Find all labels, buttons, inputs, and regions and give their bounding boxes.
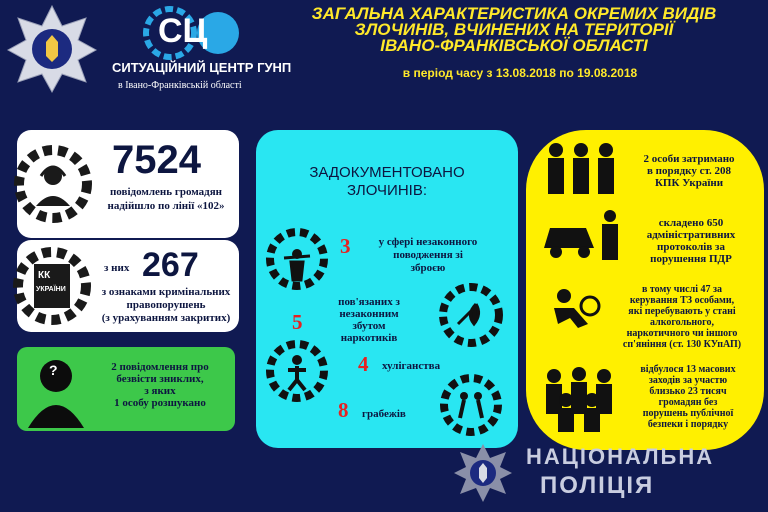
robbery-line-1: грабежів [362, 408, 406, 420]
criminal-text-line-3: (з урахуванням закритих) [101, 312, 231, 324]
hooliganism-gear-icon [264, 338, 330, 404]
title-line-3: ІВАНО-ФРАНКІВСЬКОЇ ОБЛАСТІ [380, 36, 648, 55]
criminal-number: 267 [142, 246, 199, 284]
drunk-line-5: наркотичного чи іншого [626, 328, 738, 339]
missing-line-4: 1 особу розшукано [114, 397, 206, 409]
police-star-emblem-icon [6, 4, 98, 94]
events-line-6: безпеки і порядку [647, 419, 729, 430]
criminal-text-line-1: з ознаками кримінальних [101, 286, 231, 298]
drunk-line-6: сп'яніння (ст. 130 КУпАП) [622, 339, 742, 350]
footer-national: НАЦІОНАЛЬНА [526, 444, 715, 469]
logo-subtitle: в Івано-Франківській області [118, 80, 242, 91]
drunk-line-2: керування ТЗ особами, [629, 295, 735, 306]
drugs-line-1: пов'язаних з [338, 296, 400, 308]
events-line-2: заходів за участю [648, 375, 728, 386]
robbery-count: 8 [338, 398, 349, 422]
weapon-line-3: зброєю [410, 262, 446, 274]
page-title [268, 6, 760, 54]
detained-line-3: КПК України [654, 177, 724, 189]
title-line-1: ЗАГАЛЬНА ХАРАКТЕРИСТИКА ОКРЕМИХ ВИДІВ [311, 4, 717, 23]
protocols-line-4: порушення ПДР [650, 253, 732, 265]
book-label-bottom: УКРАЇНИ [36, 286, 66, 293]
book-label-top: КК [38, 270, 51, 281]
weapon-gear-icon [264, 226, 330, 292]
drunk-line-1: в тому числі 47 за [641, 284, 723, 295]
weapon-count: 3 [340, 234, 351, 258]
drugs-line-4: наркотиків [340, 332, 398, 344]
hooliganism-count: 4 [358, 352, 369, 376]
calls-text-line-1: повідомлень громадян [109, 186, 223, 198]
events-line-5: порушень публічної [642, 408, 734, 419]
weapon-line-2: поводження зі [393, 249, 463, 261]
question-mark-icon: ? [49, 362, 58, 378]
robbery-gear-icon [438, 372, 504, 438]
protocols-line-2: адміністративних [646, 229, 736, 241]
events-line-3: близько 23 тисяч [649, 386, 727, 397]
drugs-line-3: збутом [352, 320, 386, 332]
protocols-line-3: протоколів за [657, 241, 725, 253]
events-line-1: відбулося 13 масових [640, 364, 736, 375]
detained-persons-icon [540, 140, 622, 198]
drunk-line-3: які перебувають у стані [628, 306, 736, 317]
logo-letters: СЦ [158, 12, 208, 50]
police-watermark-star-icon [452, 442, 514, 504]
criminal-text-line-2: правопорушень [126, 299, 206, 311]
period-text: в період часу з 13.08.2018 по 19.08.2018 [402, 66, 638, 80]
drugs-count: 5 [292, 310, 303, 334]
traffic-violation-icon [540, 208, 624, 264]
documented-heading-line-1: ЗАДОКУМЕНТОВАНО [309, 164, 465, 181]
calls-number: 7524 [112, 138, 201, 182]
logo-title: СИТУАЦІЙНИЙ ЦЕНТР ГУНП [112, 60, 292, 75]
drugs-gear-icon [436, 280, 506, 350]
operator-headset-gear-icon [12, 134, 94, 234]
weapon-line-1: у сфері незаконного [378, 236, 478, 248]
crowd-icon [540, 364, 618, 434]
detained-line-1: 2 особи затримано [643, 153, 735, 165]
missing-line-1: 2 повідомлення про [111, 361, 209, 373]
drugs-line-2: незаконним [339, 308, 399, 320]
missing-line-2: безвісти зниклих, [116, 373, 204, 385]
title-line-2: ЗЛОЧИНІВ, ВЧИНЕНИХ НА ТЕРИТОРІЇ [354, 20, 674, 39]
criminal-prefix: з них [104, 262, 130, 274]
drunk-driver-icon [544, 284, 604, 344]
protocols-line-1: складено 650 [658, 217, 724, 229]
documented-heading-line-2: ЗЛОЧИНІВ: [346, 182, 428, 199]
events-line-4: громадян без [658, 397, 718, 408]
calls-text-line-2: надійшло по лінії «102» [107, 200, 225, 212]
drunk-line-4: алкогольного, [650, 317, 714, 328]
footer-police: ПОЛІЦІЯ [540, 472, 655, 499]
detained-line-2: в порядку ст. 208 [646, 165, 732, 177]
missing-line-3: з яких [144, 385, 176, 397]
hooliganism-line-1: хуліганства [382, 360, 441, 372]
